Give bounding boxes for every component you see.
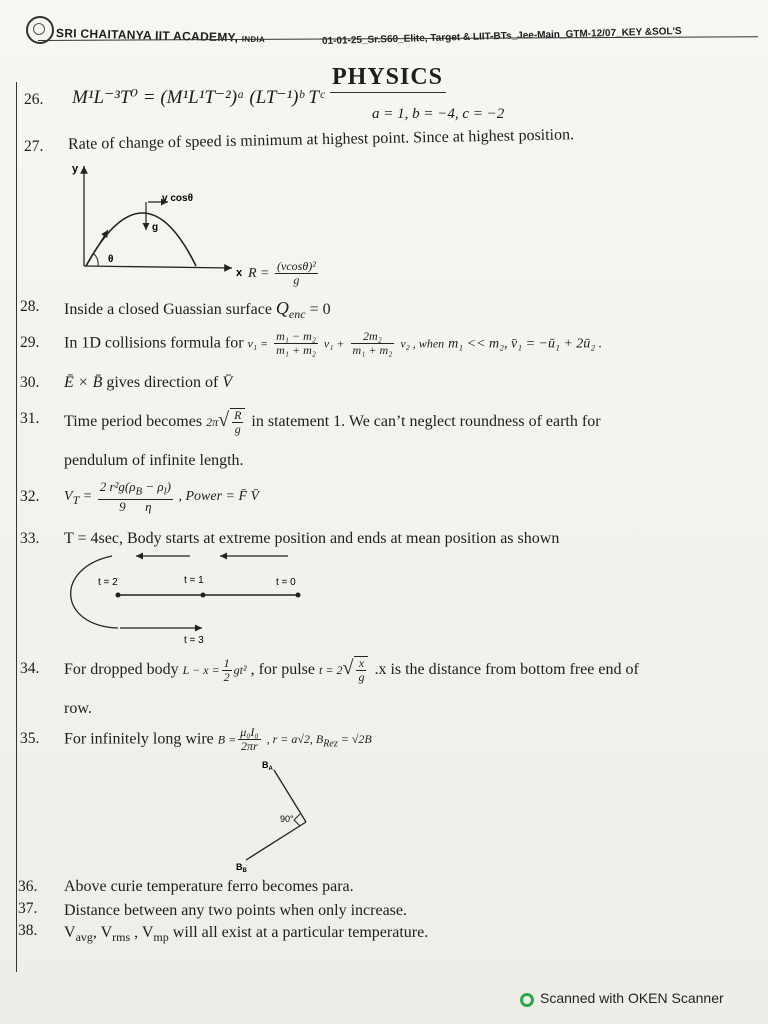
magnetic-field-diagram [220, 756, 330, 876]
q32-formula: $V_T$ = $\frac{2 r^2g(\rho_B - \rho_l)}{9 \eta}$ , Power = F̄ V̄ [64, 479, 260, 514]
q32-number: 32. [20, 488, 40, 505]
q33-number: 33. [20, 530, 40, 547]
bb-label: $B_B$ [236, 862, 247, 874]
label-t1: t = 1 [184, 575, 204, 586]
q27-number: 27. [24, 138, 44, 155]
q27-text: Rate of change of speed is minimum at highest point. Since at highest position. [67, 126, 575, 153]
label-t0: t = 0 [276, 577, 296, 588]
scanner-watermark: Scanned with OKEN Scanner [520, 990, 724, 1007]
subject-title: PHYSICS [332, 64, 444, 90]
x-axis [84, 266, 232, 268]
theta-label: θ [108, 254, 114, 265]
point-mean [201, 593, 206, 598]
q38-number: 38. [18, 922, 38, 939]
angle-label: 90° [280, 814, 294, 824]
q31-text-cont: pendulum of infinite length. [64, 452, 244, 469]
q31-text: Time period becomes 2π√ $\frac{R}{g}$ in statement 1. We can’t neglect roundness of earth for [64, 408, 601, 437]
q31-number: 31. [20, 410, 40, 427]
y-label: y [72, 163, 79, 175]
q36-text: Above curie temperature ferro becomes para. [64, 878, 354, 895]
q38-text: $V_{avg}$, $V_{rms}$ , $V_{mp}$ will all exist at a particular temperature. [64, 924, 429, 945]
q34-text-cont: row. [64, 700, 92, 717]
oken-scanner-icon [520, 993, 534, 1007]
ba-label: $B_A$ [262, 760, 273, 772]
field-line-b [246, 822, 306, 860]
q35-number: 35. [20, 730, 40, 747]
q36-number: 36. [18, 878, 38, 895]
point-start [296, 593, 301, 598]
q30-text: Ē × B̄ gives direction of V̄ [64, 374, 233, 391]
q33-text: T = 4sec, Body starts at extreme position and ends at mean position as shown [64, 530, 560, 547]
right-angle-mark [294, 814, 300, 826]
margin-line [16, 82, 17, 972]
vcos-label: v cosθ [162, 193, 193, 204]
shm-diagram [60, 548, 340, 648]
academy-name: SRI CHAITANYA IIT ACADEMY, INDIA [55, 26, 266, 45]
q29-number: 29. [20, 334, 40, 351]
q26-equation: M¹L⁻³T⁰ = (M¹L¹T⁻²)ᵃ (LT⁻¹)ᵇ Tᶜ [72, 87, 324, 108]
q27-formula: R = $\frac{\text{(vcosθ)²}}{g}$ [248, 259, 316, 288]
q30-number: 30. [20, 374, 40, 391]
angle-arc [94, 254, 98, 266]
point-extreme [116, 593, 121, 598]
label-t2: t = 2 [98, 577, 118, 588]
turnaround-curve [71, 556, 118, 628]
test-info: 01-01-25_Sr.S60_Elite, Target & LIIT-BTs_Jee-Main_GTM-12/07_KEY &SOL'S [321, 25, 682, 47]
q37-text: Distance between any two points when only increase. [64, 902, 408, 919]
q34-number: 34. [20, 660, 40, 677]
q28-number: 28. [20, 298, 40, 315]
q29-text: In 1D collisions formula for v₁ = $\frac{\text{m₁ − m₂}}{\text{m₁ + m₂}}$ v₁ + $\frac{\text{2m₂}}{\text{m₁ + m₂}}$ v₂ , when m₁ << m₂, v̄₁ = −ū₁ + 2ū₂ . [64, 329, 603, 358]
q26-number: 26. [24, 91, 44, 108]
g-label: g [152, 222, 159, 233]
q28-text: Inside a closed Guassian surface $Q_{enc} = 0$ [64, 298, 331, 322]
projectile-diagram [64, 158, 254, 282]
q35-text: For infinitely long wire B = $\frac{\text{μ₀I₀}}{2\pi r}$ , r = a√2, $B_{Rez} = √2B$ [64, 725, 372, 754]
q34-text: For dropped body L − x = $\frac{1}{2}$ gt² , for pulse t = 2√ $\frac{x}{g}$ .x is the distance from bottom free end of [64, 655, 639, 685]
q26-answer: a = 1, b = −4, c = −2 [372, 106, 505, 122]
q37-number: 37. [18, 900, 38, 917]
subject-underline [330, 92, 446, 93]
label-t3: t = 3 [184, 635, 204, 646]
velocity-arrow [86, 230, 108, 266]
x-label: x [236, 267, 243, 279]
